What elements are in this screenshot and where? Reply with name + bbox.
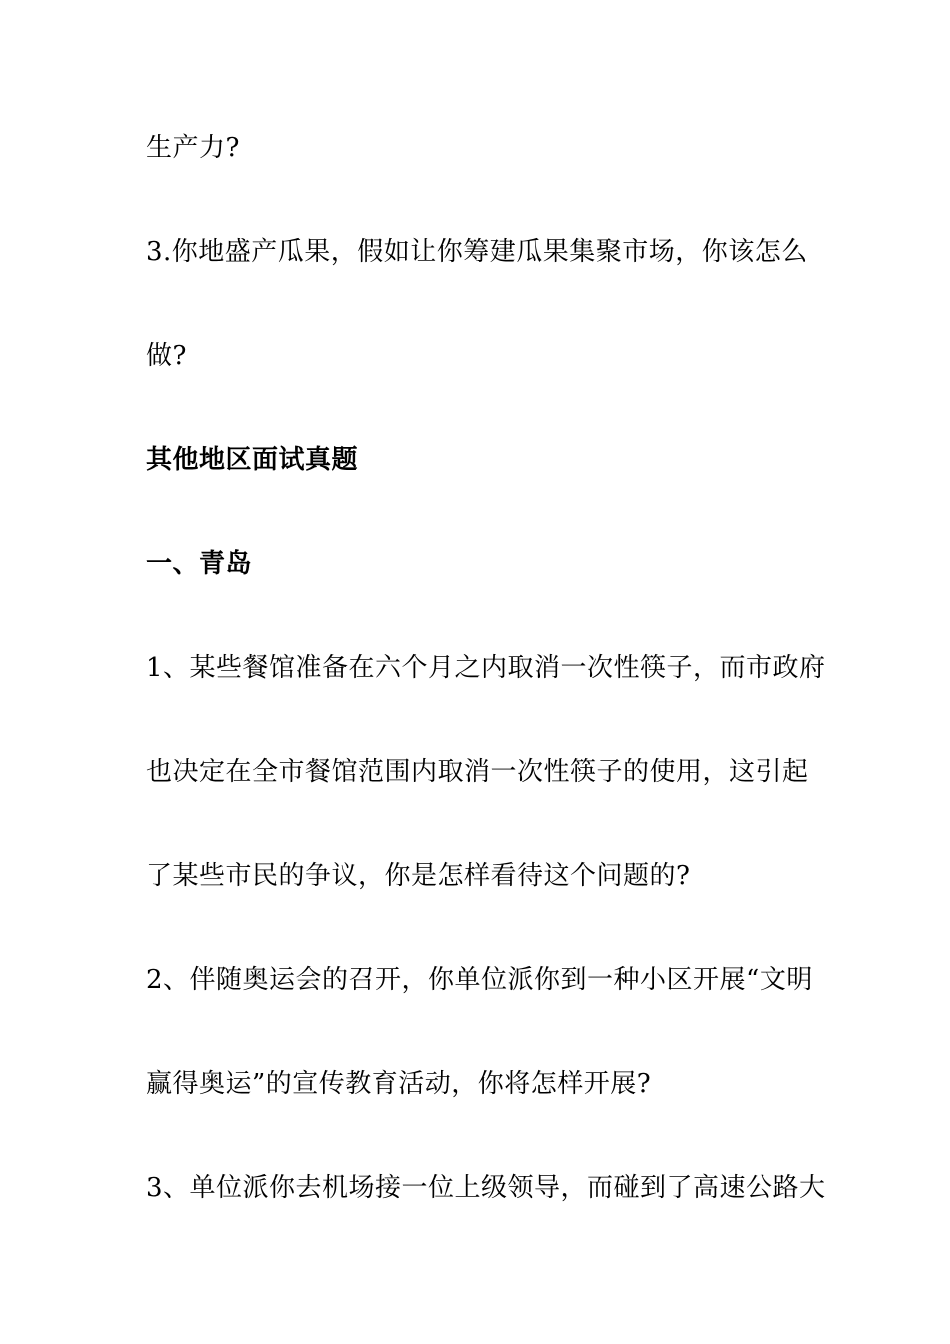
question-1-line-3: 了某些市民的争议，你是怎样看待这个问题的? xyxy=(146,861,691,891)
question-2-line-1: 2、伴随奥运会的召开，你单位派你到一种小区开展“文明 xyxy=(146,965,813,995)
question-3-line-1: 3.你地盛产瓜果，假如让你筹建瓜果集聚市场，你该怎么 xyxy=(146,237,808,267)
question-2-line-2: 赢得奥运”的宣传教育活动，你将怎样开展? xyxy=(146,1069,652,1099)
question-3b-line-1: 3、单位派你去机场接一位上级领导，而碰到了高速公路大 xyxy=(146,1173,826,1203)
question-1-line-1: 1、某些餐馆准备在六个月之内取消一次性筷子，而市政府 xyxy=(146,653,826,683)
question-3-line-2: 做? xyxy=(146,341,187,371)
paragraph-line: 生产力? xyxy=(146,133,240,163)
section-heading: 其他地区面试真题 xyxy=(146,445,359,475)
subsection-heading: 一、青岛 xyxy=(146,549,253,579)
question-1-line-2: 也决定在全市餐馆范围内取消一次性筷子的使用，这引起 xyxy=(146,757,809,787)
